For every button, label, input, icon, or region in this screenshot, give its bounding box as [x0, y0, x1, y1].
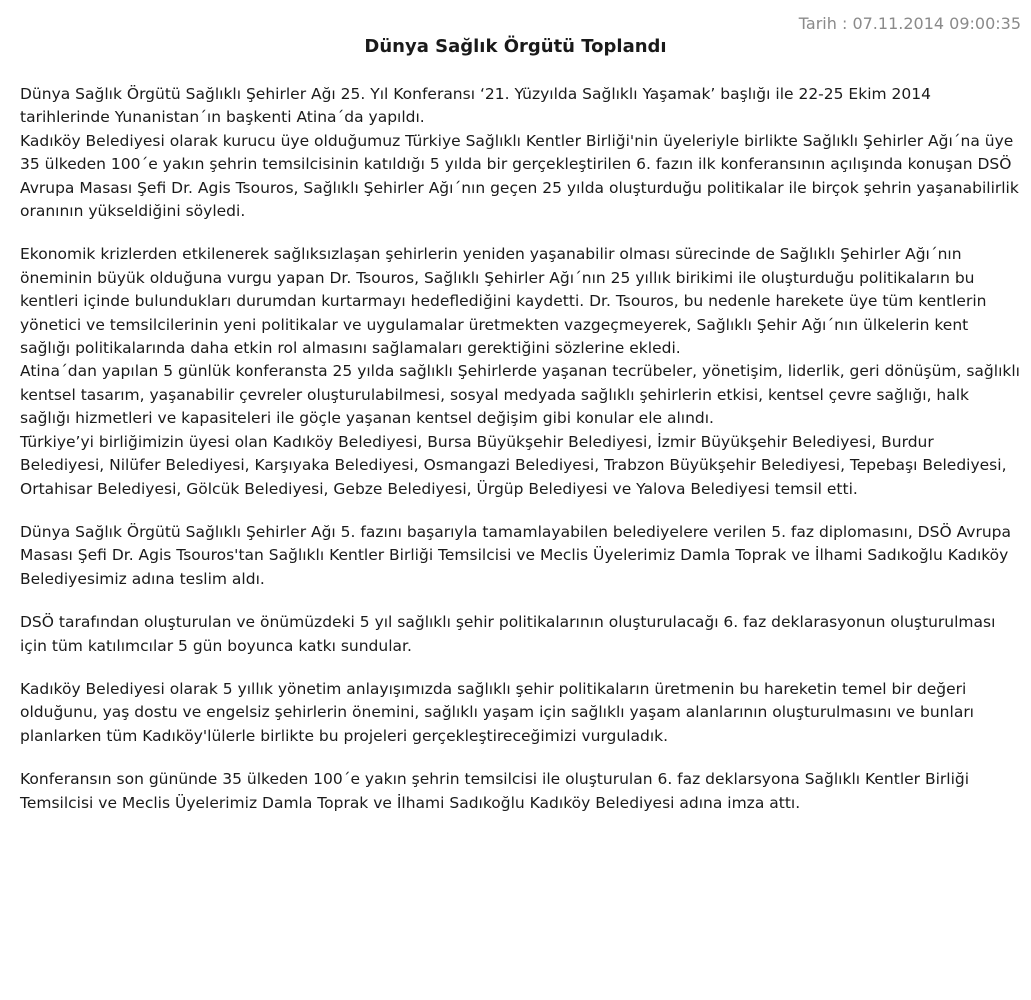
article-paragraph: Kadıköy Belediyesi olarak kurucu üye olduğumuz Türkiye Sağlıklı Kentler Birliği'nin üyeleriyle birlikte Sağlıklı Şehirler Ağı´na üye 35 ülkeden 100´e yakın şehrin temsilcisinin katıldığı 5 yılda bir gerçekleştirilen 6. fazın ilk konferansının açılışında konuşan DSÖ Avrupa Masası Şefi Dr. Agis Tsouros, Sağlıklı Şehirler Ağı´nın geçen 25 yılda oluşturduğu politikalar ile birçok şehrin yaşanabilirlik oranının yükseldiğini söyledi. — [20, 131, 1019, 221]
article-body — [20, 83, 1022, 815]
article-title: Dünya Sağlık Örgütü Toplandı — [364, 36, 667, 57]
article-paragraph: DSÖ tarafından oluşturulan ve önümüzdeki 5 yıl sağlıklı şehir politikalarının oluşturulacağı 6. faz deklarasyonun oluşturulması için tüm katılımcılar 5 gün boyunca katkı sundular. — [20, 613, 996, 655]
article-paragraph: Atina´dan yapılan 5 günlük konferansta 25 yılda sağlıklı Şehirlerde yaşanan tecrübeler, yönetişim, liderlik, geri dönüşüm, sağlıklı kentsel tasarım, yaşanabilir çevreler oluşturulabilmesi, sosyal medyada sağlıklı şehirlerin etkisi, kentsel çevre sağlığı, halk sağlığı hizmetleri ve kapasiteleri ile göçle yaşanan kentsel değişim gibi konular ele alındı. — [20, 362, 1020, 428]
article-paragraph: Türkiye’yi birliğimizin üyesi olan Kadıköy Belediyesi, Bursa Büyükşehir Belediyesi, İzmir Büyükşehir Belediyesi, Burdur Belediyesi, Nilüfer Belediyesi, Karşıyaka Belediyesi, Osmangazi Belediyesi, Trabzon Büyükşehir Belediyesi, Tepebaşı Belediyesi, Ortahisar Belediyesi, Gölcük Belediyesi, Gebze Belediyesi, Ürgüp Belediyesi ve Yalova Belediyesi temsil etti. — [20, 432, 1007, 498]
article-paragraph: Ekonomik krizlerden etkilenerek sağlıksızlaşan şehirlerin yeniden yaşanabilir olması sürecinde de Sağlıklı Şehirler Ağı´nın öneminin büyük olduğuna vurgu yapan Dr. Tsouros, Sağlıklı Şehirler Ağı´nın 25 yıllık birikimi ile oluşturduğu politikaların bu kentleri içinde bulundukları durumdan kurtarmayı hedeflediğini kaydetti. Dr. Tsouros, bu nedenle harekete üye tüm kentlerin yönetici ve temsilcilerinin yeni politikalar ve uygulamalar üretmekten vazgeçmeyerek, Sağlıklı Şehir Ağı´nın ülkelerin kent sağlığı politikalarında daha etkin rol almasını sağlamaları gerektiğini sözlerine ekledi. — [20, 245, 987, 358]
article-paragraph: Dünya Sağlık Örgütü Sağlıklı Şehirler Ağı 5. fazını başarıyla tamamlayabilen belediyelere verilen 5. faz diplomasını, DSÖ Avrupa Masası Şefi Dr. Agis Tsouros'tan Sağlıklı Kentler Birliği Temsilcisi ve Meclis Üyelerimiz Damla Toprak ve İlhami Sadıkoğlu Kadıköy Belediyesimiz adına teslim aldı. — [20, 522, 1011, 588]
article-date: Tarih : 07.11.2014 09:00:35 — [798, 14, 1021, 33]
article-paragraph: Kadıköy Belediyesi olarak 5 yıllık yönetim anlayışımızda sağlıklı şehir politikaların üretmenin bu hareketin temel bir değeri olduğunu, yaş dostu ve engelsiz şehirlerin önemini, sağlıklı yaşam için sağlıklı yaşam alanlarının oluşturulmasını ve bunları planlarken tüm Kadıköy'lülerle birlikte bu projeleri gerçekleştireceğimizi vurguladık. — [20, 679, 974, 745]
article-paragraph: Dünya Sağlık Örgütü Sağlıklı Şehirler Ağı 25. Yıl Konferansı ‘21. Yüzyılda Sağlıklı Yaşamak’ başlığı ile 22-25 Ekim 2014 tarihlerinde Yunanistan´ın başkenti Atina´da yapıldı. — [20, 85, 931, 127]
article-paragraph: Konferansın son gününde 35 ülkeden 100´e yakın şehrin temsilcisi ile oluşturulan 6. faz deklarsyona Sağlıklı Kentler Birliği Temsilcisi ve Meclis Üyelerimiz Damla Toprak ve İlhami Sadıkoğlu Kadıköy Belediyesi adına imza attı. — [20, 770, 970, 812]
